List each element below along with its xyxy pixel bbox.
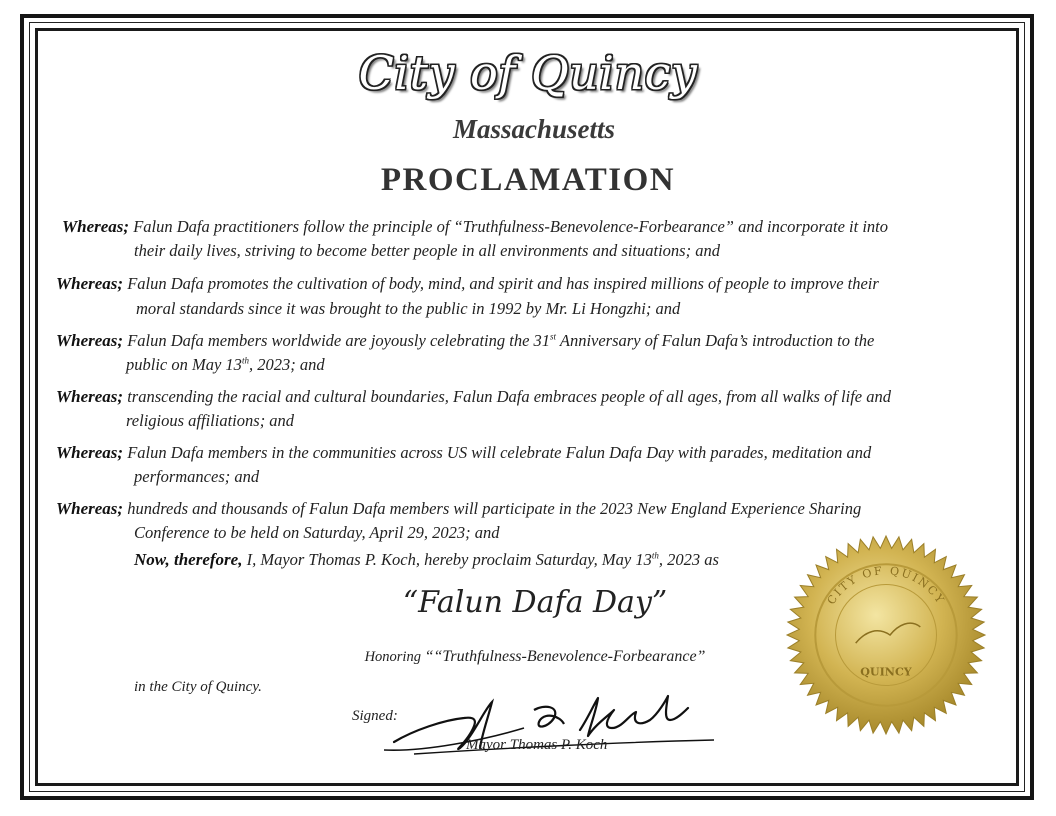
clause-text-line2: religious affiliations; and	[126, 411, 295, 430]
clause-keyword: Whereas;	[56, 331, 124, 350]
seal-top-text: CITY OF QUINCY	[824, 564, 948, 607]
clause-text-line1: Falun Dafa promotes the cultivation of body, mind, and spirit and has inspired millions of people to improve their	[127, 274, 879, 293]
clause-text-line2a: public on May 13	[126, 355, 242, 374]
whereas-clause-1-cont	[134, 240, 720, 261]
whereas-clause-5-cont	[134, 466, 259, 487]
city-title: City of Quincy	[358, 46, 698, 100]
gold-seal-icon	[785, 534, 987, 736]
signer-name: Mayor Thomas P. Koch	[466, 737, 608, 753]
clause-keyword: Whereas;	[56, 443, 124, 462]
clause-text-line1: transcending the racial and cultural boundaries, Falun Dafa embraces people of all ages, from all walks of life and	[127, 387, 892, 406]
resolution-text-a: I, Mayor Thomas P. Koch, hereby proclaim Saturday, May 13	[242, 550, 652, 569]
ordinal-suffix: th	[651, 550, 659, 561]
clause-text-line2: their daily lives, striving to become better people in all environments and situations; and	[134, 241, 720, 260]
ordinal-suffix: st	[550, 331, 557, 342]
clause-text-line1a: Falun Dafa members worldwide are joyously celebrating the 31	[127, 331, 551, 350]
resolution-text-b: , 2023 as	[658, 550, 719, 569]
ordinal-suffix: th	[241, 355, 249, 366]
clause-text-line2: Conference to be held on Saturday, April 29, 2023; and	[134, 523, 500, 542]
whereas-clause-1	[62, 216, 888, 237]
state-subtitle: Massachusetts	[452, 114, 616, 144]
proclaimed-day-title: “Falun Dafa Day”	[402, 585, 668, 620]
whereas-clause-3-cont	[126, 354, 325, 375]
clause-keyword: Whereas;	[56, 499, 124, 518]
clause-keyword: Whereas;	[56, 387, 124, 406]
city-line: in the City of Quincy.	[134, 679, 262, 695]
resolution-keyword: Now, therefore,	[134, 550, 243, 569]
clause-text-line1: Falun Dafa practitioners follow the principle of “Truthfulness-Benevolence-Forbearance” and incorporate it into	[133, 217, 888, 236]
clause-text-line1: hundreds and thousands of Falun Dafa members will participate in the 2023 New England Experience Sharing	[127, 499, 862, 518]
whereas-clause-6	[56, 498, 861, 519]
whereas-clause-2-cont	[136, 298, 680, 319]
clause-text-line2: performances; and	[134, 467, 260, 486]
clause-text-line1: Falun Dafa members in the communities across US will celebrate Falun Dafa Day with parades, meditation and	[127, 443, 872, 462]
whereas-clause-4	[56, 386, 891, 407]
honoring-value: ““Truthfulness-Benevolence-Forbearance”	[424, 648, 706, 665]
clause-text-line1b: Anniversary of Falun Dafa’s introduction to the	[556, 331, 875, 350]
clause-text-line2b: , 2023; and	[248, 355, 325, 374]
resolution-line	[134, 550, 719, 570]
honoring-label: Honoring	[364, 649, 425, 665]
clause-text-line2: moral standards since it was brought to the public in 1992 by Mr. Li Hongzhi; and	[136, 299, 681, 318]
whereas-clause-6-cont	[134, 522, 500, 543]
whereas-clause-2	[56, 273, 879, 294]
seal-bottom-text: QUINCY	[860, 665, 912, 679]
proclamation-heading: PROCLAMATION	[380, 162, 676, 198]
clause-keyword: Whereas;	[62, 217, 130, 236]
honoring-line	[340, 648, 730, 666]
whereas-clause-5	[56, 442, 871, 463]
whereas-clause-4-cont	[126, 410, 294, 431]
signed-label: Signed:	[352, 708, 398, 724]
whereas-clause-3	[56, 330, 874, 351]
clause-keyword: Whereas;	[56, 274, 124, 293]
